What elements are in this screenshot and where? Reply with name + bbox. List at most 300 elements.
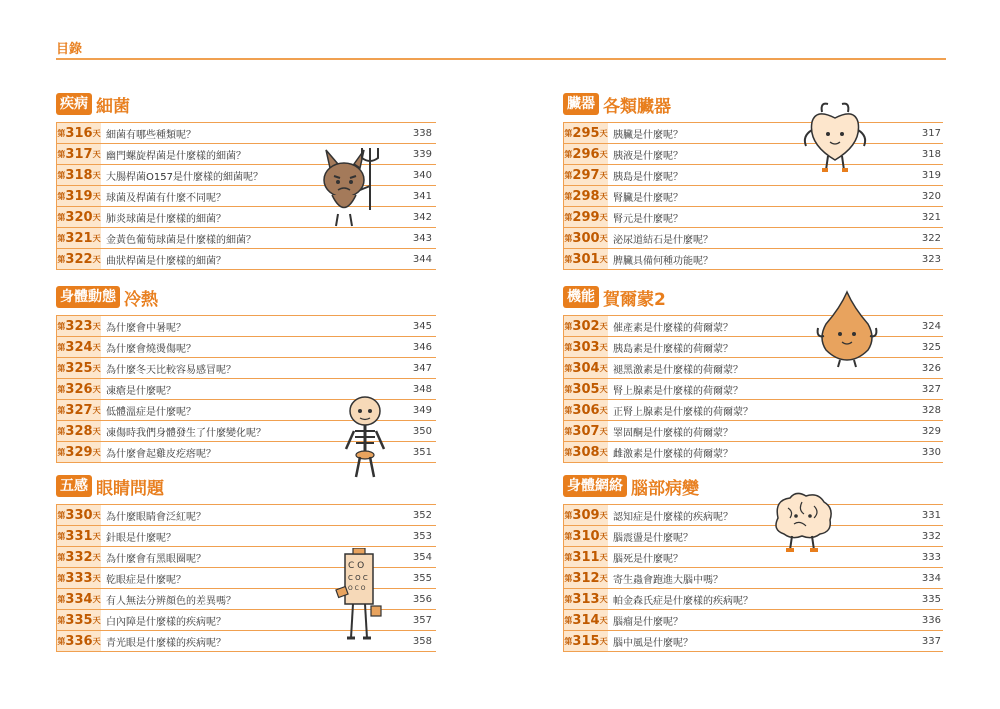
day-number-label [57, 379, 101, 399]
day-suffix: 天 [599, 426, 608, 436]
entry-title: 針眼是什麼呢？ [106, 532, 176, 544]
day-prefix: 第 [57, 447, 66, 457]
day-suffix: 天 [599, 636, 608, 646]
entry-page-number: 332 [921, 530, 941, 542]
entry-title: 為什麼會燒燙傷呢？ [106, 343, 196, 355]
svg-text:C O C: C O C [348, 574, 368, 582]
day-number-label [564, 358, 608, 378]
day-number: 321 [65, 230, 93, 246]
day-prefix: 第 [564, 531, 573, 541]
entry-title: 幽門螺旋桿菌是什麼樣的細菌？ [106, 150, 246, 162]
entry-title: 帕金森氏症是什麼樣的疾病呢？ [613, 595, 753, 607]
day-number: 306 [572, 402, 600, 418]
entry-title: 胰液是什麼呢？ [613, 150, 683, 162]
day-prefix: 第 [564, 510, 573, 520]
section-category-tag: 身體網絡 [563, 475, 627, 497]
entry-page-number: 350 [412, 425, 432, 437]
entry-page-number: 324 [921, 320, 941, 332]
day-suffix: 天 [599, 170, 608, 180]
day-prefix: 第 [57, 594, 66, 604]
day-prefix: 第 [57, 573, 66, 583]
day-number-label [564, 186, 608, 206]
day-number-label [564, 610, 608, 630]
entry-page-number: 327 [921, 383, 941, 395]
entry-title: 凍瘡是什麼呢？ [106, 385, 176, 397]
toc-entry-list [563, 122, 943, 270]
entry-title: 正腎上腺素是什麼樣的荷爾蒙？ [613, 406, 753, 418]
day-number-label [564, 547, 608, 567]
entry-page-number: 325 [921, 341, 941, 353]
day-number: 295 [572, 125, 600, 141]
day-number: 333 [65, 570, 93, 586]
day-prefix: 第 [564, 321, 573, 331]
day-suffix: 天 [92, 342, 101, 352]
day-suffix: 天 [599, 447, 608, 457]
toc-entry[interactable] [563, 165, 943, 186]
day-number-label [564, 123, 608, 143]
toc-entry[interactable] [563, 589, 943, 610]
day-number: 326 [65, 381, 93, 397]
entry-title: 睪固酮是什麼樣的荷爾蒙？ [613, 427, 733, 439]
bacteria-devil-icon [310, 140, 385, 230]
section-heading [56, 285, 436, 309]
section-title: 腦部病變 [631, 478, 699, 499]
day-number-label [564, 207, 608, 227]
day-suffix: 天 [92, 573, 101, 583]
entry-title: 有人無法分辨顏色的差異嗎？ [106, 595, 236, 607]
day-suffix: 天 [599, 405, 608, 415]
entry-title: 低體溫症是什麼呢？ [106, 406, 196, 418]
day-number: 322 [65, 251, 93, 267]
entry-page-number: 344 [412, 253, 432, 265]
entry-title: 脾臟具備何種功能呢？ [613, 255, 713, 267]
day-number-label [57, 165, 101, 185]
entry-title: 為什麼冬天比較容易感冒呢？ [106, 364, 236, 376]
entry-page-number: 335 [921, 593, 941, 605]
entry-page-number: 329 [921, 425, 941, 437]
entry-page-number: 358 [412, 635, 432, 647]
toc-entry[interactable] [563, 249, 943, 270]
day-number-label [57, 207, 101, 227]
day-number-label [564, 442, 608, 462]
day-number-label [57, 526, 101, 546]
day-prefix: 第 [57, 552, 66, 562]
section-hormones [563, 285, 943, 463]
entry-title: 為什麼會有黑眼圈呢？ [106, 553, 206, 565]
entry-title: 寄生蟲會跑進大腦中嗎？ [613, 574, 723, 586]
toc-entry[interactable] [56, 337, 436, 358]
day-suffix: 天 [599, 510, 608, 520]
day-prefix: 第 [57, 342, 66, 352]
day-number: 301 [572, 251, 600, 267]
day-prefix: 第 [564, 233, 573, 243]
toc-entry[interactable] [563, 505, 943, 526]
day-suffix: 天 [599, 321, 608, 331]
toc-entry[interactable] [563, 123, 943, 144]
day-number-label [57, 123, 101, 143]
day-prefix: 第 [57, 531, 66, 541]
entry-page-number: 351 [412, 446, 432, 458]
day-suffix: 天 [92, 510, 101, 520]
day-prefix: 第 [57, 212, 66, 222]
entry-title: 凍傷時我們身體發生了什麼變化呢？ [106, 427, 266, 439]
day-number: 307 [572, 423, 600, 439]
eye-chart-icon [335, 548, 385, 648]
page-title: 目錄 [56, 42, 83, 57]
entry-page-number: 354 [412, 551, 432, 563]
day-number-label [57, 228, 101, 248]
day-prefix: 第 [564, 573, 573, 583]
day-suffix: 天 [92, 321, 101, 331]
entry-page-number: 347 [412, 362, 432, 374]
toc-entry[interactable] [563, 186, 943, 207]
entry-title: 青光眼是什麼樣的疾病呢？ [106, 637, 226, 649]
entry-title: 細菌有哪些種類呢？ [106, 129, 196, 141]
toc-entry[interactable] [563, 400, 943, 421]
toc-entry[interactable] [563, 316, 943, 337]
skeleton-icon [340, 395, 390, 480]
day-number: 308 [572, 444, 600, 460]
day-suffix: 天 [92, 254, 101, 264]
day-number: 313 [572, 591, 600, 607]
entry-title: 催產素是什麼樣的荷爾蒙？ [613, 322, 733, 334]
entry-page-number: 343 [412, 232, 432, 244]
day-suffix: 天 [92, 233, 101, 243]
day-number-label [57, 610, 101, 630]
entry-page-number: 337 [921, 635, 941, 647]
toc-entry[interactable] [563, 358, 943, 379]
day-suffix: 天 [599, 149, 608, 159]
day-number-label [564, 505, 608, 525]
entry-title: 曲狀桿菌是什麼樣的細菌？ [106, 255, 226, 267]
day-suffix: 天 [92, 212, 101, 222]
day-prefix: 第 [564, 212, 573, 222]
day-suffix: 天 [92, 191, 101, 201]
day-number: 304 [572, 360, 600, 376]
day-suffix: 天 [599, 552, 608, 562]
svg-text:C O: C O [348, 561, 365, 571]
entry-page-number: 356 [412, 593, 432, 605]
day-suffix: 天 [599, 573, 608, 583]
day-number-label [57, 589, 101, 609]
day-number: 300 [572, 230, 600, 246]
day-suffix: 天 [599, 233, 608, 243]
day-number-label [57, 144, 101, 164]
section-category-tag: 機能 [563, 286, 599, 308]
day-number: 315 [572, 633, 600, 649]
toc-entry[interactable] [56, 505, 436, 526]
entry-page-number: 318 [921, 148, 941, 160]
toc-entry[interactable] [563, 144, 943, 165]
entry-title: 腦震盪是什麼呢？ [613, 532, 693, 544]
entry-page-number: 336 [921, 614, 941, 626]
entry-page-number: 355 [412, 572, 432, 584]
day-suffix: 天 [92, 552, 101, 562]
day-number-label [564, 589, 608, 609]
day-number: 303 [572, 339, 600, 355]
entry-page-number: 319 [921, 169, 941, 181]
day-prefix: 第 [564, 363, 573, 373]
entry-page-number: 348 [412, 383, 432, 395]
toc-entry[interactable] [563, 631, 943, 652]
day-prefix: 第 [564, 128, 573, 138]
day-number-label [57, 568, 101, 588]
entry-title: 為什麼眼睛會泛紅呢？ [106, 511, 206, 523]
day-number-label [57, 400, 101, 420]
toc-entry[interactable] [563, 379, 943, 400]
day-prefix: 第 [57, 363, 66, 373]
day-suffix: 天 [599, 254, 608, 264]
header-divider [56, 58, 946, 60]
toc-entry[interactable] [56, 526, 436, 547]
day-number-label [564, 144, 608, 164]
section-category-tag: 身體動態 [56, 286, 120, 308]
entry-title: 肺炎球菌是什麼樣的細菌？ [106, 213, 226, 225]
day-suffix: 天 [92, 128, 101, 138]
day-number: 329 [65, 444, 93, 460]
section-heading [563, 474, 943, 498]
entry-page-number: 349 [412, 404, 432, 416]
toc-entry-list [563, 315, 943, 463]
section-category-tag: 臟器 [563, 93, 599, 115]
day-number-label [564, 337, 608, 357]
day-number-label [57, 505, 101, 525]
entry-page-number: 317 [921, 127, 941, 139]
day-number: 320 [65, 209, 93, 225]
entry-page-number: 346 [412, 341, 432, 353]
day-number-label [57, 337, 101, 357]
section-title: 眼睛問題 [96, 478, 164, 499]
day-number: 299 [572, 209, 600, 225]
day-number-label [564, 421, 608, 441]
day-number-label [564, 400, 608, 420]
day-prefix: 第 [57, 321, 66, 331]
entry-title: 球菌及桿菌有什麼不同呢？ [106, 192, 226, 204]
day-prefix: 第 [57, 128, 66, 138]
toc-entry[interactable] [56, 249, 436, 270]
toc-entry[interactable] [56, 358, 436, 379]
day-prefix: 第 [57, 170, 66, 180]
day-number-label [564, 249, 608, 269]
toc-entry-list [563, 504, 943, 652]
day-number: 318 [65, 167, 93, 183]
toc-entry[interactable] [563, 442, 943, 463]
section-category-tag: 疾病 [56, 93, 92, 115]
section-title: 細菌 [96, 96, 130, 117]
entry-page-number: 338 [412, 127, 432, 139]
day-number-label [57, 316, 101, 336]
day-number-label [564, 228, 608, 248]
day-number-label [57, 249, 101, 269]
entry-title: 白內障是什麼樣的疾病呢？ [106, 616, 226, 628]
day-suffix: 天 [92, 447, 101, 457]
entry-title: 腎元是什麼呢？ [613, 213, 683, 225]
toc-entry[interactable] [563, 207, 943, 228]
day-number: 324 [65, 339, 93, 355]
section-title: 賀爾蒙2 [603, 289, 666, 310]
day-suffix: 天 [92, 363, 101, 373]
day-suffix: 天 [599, 191, 608, 201]
day-suffix: 天 [92, 170, 101, 180]
day-prefix: 第 [57, 636, 66, 646]
day-suffix: 天 [92, 384, 101, 394]
day-number: 296 [572, 146, 600, 162]
day-prefix: 第 [564, 426, 573, 436]
entry-page-number: 321 [921, 211, 941, 223]
day-number-label [57, 631, 101, 651]
section-title: 冷熱 [124, 289, 158, 310]
day-prefix: 第 [564, 594, 573, 604]
entry-page-number: 323 [921, 253, 941, 265]
entry-title: 褪黑激素是什麼樣的荷爾蒙？ [613, 364, 743, 376]
heart-organ-icon [800, 100, 870, 175]
section-organs [563, 92, 943, 270]
day-suffix: 天 [599, 342, 608, 352]
entry-page-number: 345 [412, 320, 432, 332]
day-number-label [564, 568, 608, 588]
day-number: 312 [572, 570, 600, 586]
section-heading [56, 92, 436, 116]
day-suffix: 天 [92, 405, 101, 415]
entry-page-number: 342 [412, 211, 432, 223]
day-number: 314 [572, 612, 600, 628]
day-number: 330 [65, 507, 93, 523]
toc-entry[interactable] [56, 316, 436, 337]
entry-title: 胰臟是什麼呢？ [613, 129, 683, 141]
toc-entry[interactable] [56, 228, 436, 249]
section-brain-disorders [563, 474, 943, 652]
day-prefix: 第 [57, 384, 66, 394]
toc-entry[interactable] [563, 568, 943, 589]
day-number: 311 [572, 549, 600, 565]
day-prefix: 第 [564, 447, 573, 457]
day-suffix: 天 [92, 149, 101, 159]
toc-entry[interactable] [563, 547, 943, 568]
day-prefix: 第 [57, 510, 66, 520]
entry-title: 胰島素是什麼樣的荷爾蒙？ [613, 343, 733, 355]
day-number: 327 [65, 402, 93, 418]
day-number: 297 [572, 167, 600, 183]
day-number-label [57, 442, 101, 462]
day-prefix: 第 [564, 384, 573, 394]
day-suffix: 天 [92, 531, 101, 541]
day-number: 328 [65, 423, 93, 439]
day-suffix: 天 [92, 426, 101, 436]
day-suffix: 天 [599, 594, 608, 604]
section-title: 各類臟器 [603, 96, 671, 117]
day-number: 332 [65, 549, 93, 565]
toc-entry[interactable] [563, 337, 943, 358]
section-heading [563, 285, 943, 309]
entry-title: 腎臟是什麼呢？ [613, 192, 683, 204]
day-prefix: 第 [57, 426, 66, 436]
entry-title: 為什麼會起雞皮疙瘩呢？ [106, 448, 216, 460]
day-prefix: 第 [564, 615, 573, 625]
day-number: 310 [572, 528, 600, 544]
day-number: 305 [572, 381, 600, 397]
toc-entry[interactable] [563, 421, 943, 442]
day-number-label [57, 186, 101, 206]
day-number: 319 [65, 188, 93, 204]
day-prefix: 第 [57, 254, 66, 264]
day-number: 325 [65, 360, 93, 376]
day-prefix: 第 [564, 405, 573, 415]
toc-entry[interactable] [563, 610, 943, 631]
day-prefix: 第 [57, 149, 66, 159]
day-prefix: 第 [564, 254, 573, 264]
day-number: 331 [65, 528, 93, 544]
day-number-label [57, 547, 101, 567]
entry-page-number: 322 [921, 232, 941, 244]
day-number-label [564, 379, 608, 399]
day-number-label [564, 165, 608, 185]
toc-entry[interactable] [563, 526, 943, 547]
day-suffix: 天 [599, 615, 608, 625]
day-prefix: 第 [57, 191, 66, 201]
entry-page-number: 339 [412, 148, 432, 160]
entry-title: 腦死是什麼呢？ [613, 553, 683, 565]
day-prefix: 第 [57, 233, 66, 243]
entry-page-number: 340 [412, 169, 432, 181]
day-number: 334 [65, 591, 93, 607]
day-number: 317 [65, 146, 93, 162]
day-prefix: 第 [57, 405, 66, 415]
day-number: 302 [572, 318, 600, 334]
hormone-drop-icon [812, 288, 882, 368]
day-prefix: 第 [564, 191, 573, 201]
entry-page-number: 328 [921, 404, 941, 416]
entry-title: 腦瘤是什麼呢？ [613, 616, 683, 628]
brain-icon [768, 488, 838, 558]
entry-page-number: 334 [921, 572, 941, 584]
day-number: 316 [65, 125, 93, 141]
day-suffix: 天 [599, 384, 608, 394]
entry-title: 認知症是什麼樣的疾病呢？ [613, 511, 733, 523]
section-category-tag: 五感 [56, 475, 92, 497]
entry-title: 胰島是什麼呢？ [613, 171, 683, 183]
day-prefix: 第 [564, 342, 573, 352]
entry-page-number: 331 [921, 509, 941, 521]
section-heading [563, 92, 943, 116]
day-prefix: 第 [564, 149, 573, 159]
entry-page-number: 326 [921, 362, 941, 374]
entry-title: 雌激素是什麼樣的荷爾蒙？ [613, 448, 733, 460]
entry-title: 腎上腺素是什麼樣的荷爾蒙？ [613, 385, 743, 397]
day-number: 336 [65, 633, 93, 649]
day-number: 335 [65, 612, 93, 628]
entry-page-number: 333 [921, 551, 941, 563]
entry-title: 為什麼會中暑呢？ [106, 322, 186, 334]
day-suffix: 天 [599, 212, 608, 222]
entry-title: 乾眼症是什麼呢？ [106, 574, 186, 586]
entry-title: 泌尿道結石是什麼呢？ [613, 234, 713, 246]
day-number: 323 [65, 318, 93, 334]
day-number-label [564, 316, 608, 336]
day-number-label [57, 358, 101, 378]
day-suffix: 天 [599, 128, 608, 138]
svg-text:O C O: O C O [348, 585, 366, 592]
day-prefix: 第 [564, 170, 573, 180]
day-number-label [57, 421, 101, 441]
entry-title: 大腸桿菌O157是什麼樣的細菌呢？ [106, 171, 263, 183]
toc-entry[interactable] [563, 228, 943, 249]
day-suffix: 天 [92, 594, 101, 604]
entry-title: 金黃色葡萄球菌是什麼樣的細菌？ [106, 234, 256, 246]
day-number-label [564, 526, 608, 546]
entry-page-number: 353 [412, 530, 432, 542]
day-suffix: 天 [599, 363, 608, 373]
entry-page-number: 320 [921, 190, 941, 202]
